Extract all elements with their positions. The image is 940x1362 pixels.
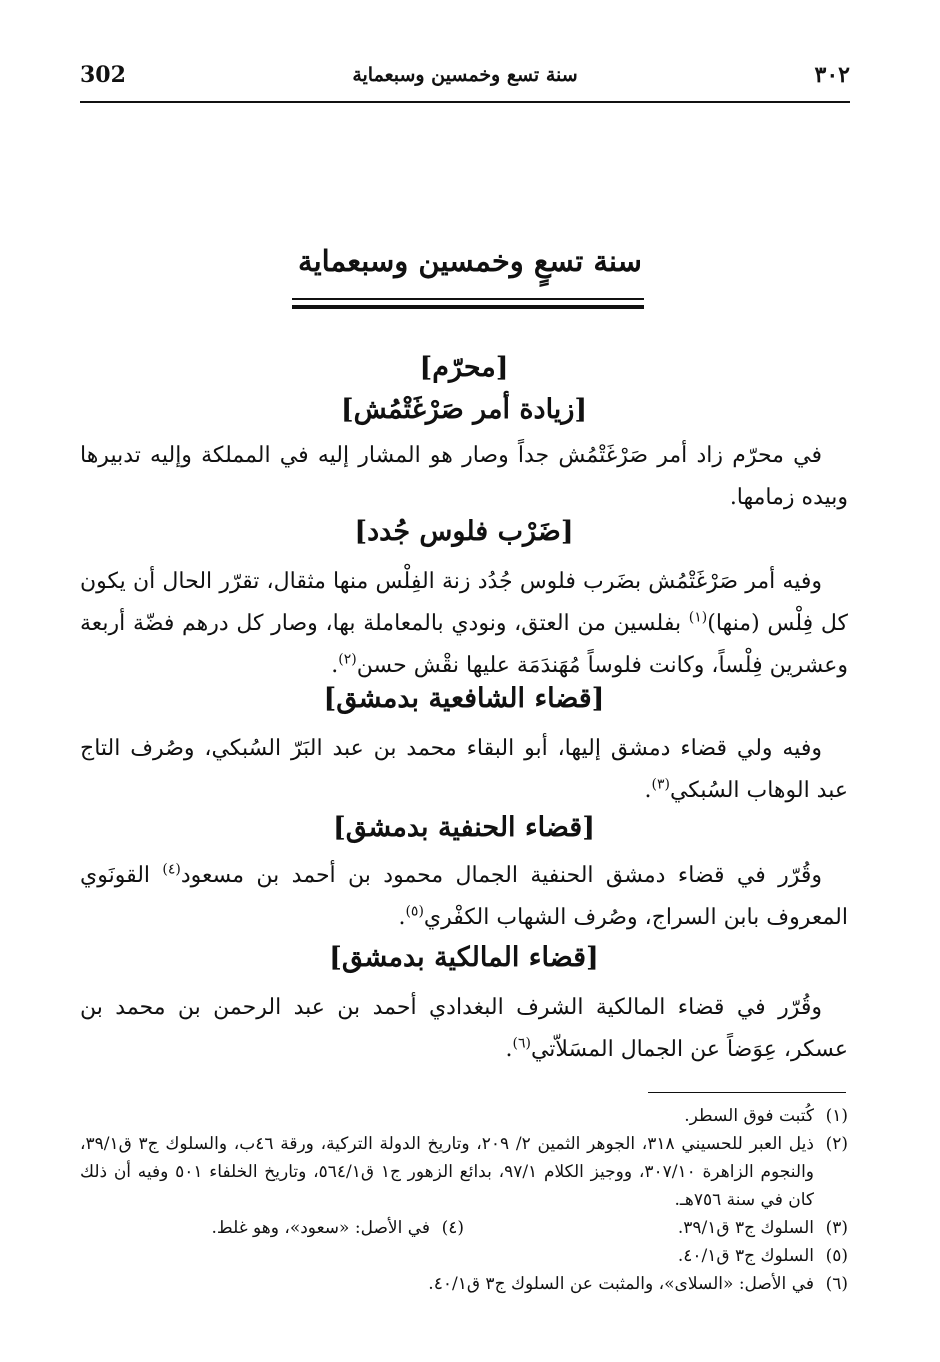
section-heading: [زيادة أمر صَرْغَتْمُش] <box>340 394 588 425</box>
section-coins <box>80 511 848 687</box>
page-number-arabic: ٣٠٢ <box>814 62 850 88</box>
footnote-3: (٣) السلوك ج٣ ق٣٩/١. <box>677 1218 848 1238</box>
section-heading: [قضاء الشافعية بدمشق] <box>323 683 605 714</box>
section-heading: [محرّم] <box>419 352 509 383</box>
footnote-ref: (٣) <box>651 776 670 793</box>
paragraph: وفيه أمر صَرْغَتْمُش بضَرب فلوس جُدُد زنة الفِلْس منها مثقال، تقرّر الحال أن يكون كل فِلْس (منها)$^{(١)}$ بفلسين من العتق، ونودي بالمعاملة بها، وصار كل درهم فضّة أربعة وعشرين فِلْساً، وكانت فلوساً مُهَندَمَة عليها نقْش حسن$^{(٢)}$. <box>80 569 849 678</box>
footnote-1: (١) كُتبت فوق السطر. <box>684 1106 848 1126</box>
paragraph: وفيه ولي قضاء دمشق إليها، أبو البقاء محمد بن عبد البَرّ السُبكي، وصُرف التاج عبد الوهاب السُبكي$^{(٣)}$. <box>80 736 848 803</box>
footnote-4: (٤) في الأصل: «سعود»، وهو غلط. <box>211 1218 464 1238</box>
paragraph: وقُرّر في قضاء دمشق الحنفية الجمال محمود بن أحمد بن مسعود$^{(٤)}$ القونَوي المعروف بابن السراج، وصُرف الشهاب الكفْري$^{(٥)}$. <box>80 861 848 930</box>
section-heading: [قضاء المالكية بدمشق] <box>329 942 599 973</box>
section-heading: [قضاء الحنفية بدمشق] <box>333 812 595 843</box>
footnote-separator <box>648 1092 846 1093</box>
footnote-ref: (٥) <box>405 903 424 920</box>
footnote-5: (٥) السلوك ج٣ ق٤٠/١. <box>677 1246 848 1266</box>
chapter-title: سنة تسعٍ وخمسين وسبعماية <box>298 244 642 278</box>
footnote-6: (٦) في الأصل: «السلاى»، والمثبت عن السلوك ج٣ ق٤٠/١. <box>428 1274 848 1294</box>
section-heading: [ضَرْب فلوس جُدد] <box>354 516 574 547</box>
header-rule <box>80 101 850 103</box>
paragraph: في محرّم زاد أمر صَرْغَتْمُش جداً وصار هو المشار إليه في المملكة وإليه تدبيرها وبيده زمامها. <box>80 443 848 510</box>
section-hanafi <box>80 807 848 939</box>
section-shafii <box>80 678 848 812</box>
footnote-ref: (١) <box>688 609 708 626</box>
footnote-2: (٢) ذيل العبر للحسيني ٣١٨، الجوهر الثمين ٢/ ٢٠٩، وتاريخ الدولة التركية، ورقة ٤٦ب، والسلوك ج٣ ق٣٩/١، والنجوم الزاهرة ٣٠٧/١٠، ووجيز الكلام ٩٧/١، بدائع الزهور ج١ ق٥٦٤/١، وتاريخ الخلفاء ٥٠١ وفيه أن ذلك كان في سنة ٧٥٦هـ. <box>80 1134 848 1210</box>
section-maliki <box>80 937 848 1071</box>
running-title: سنة تسع وخمسين وسبعماية <box>352 64 578 86</box>
footnotes <box>80 1102 848 1298</box>
section-muharram <box>80 347 848 519</box>
running-head <box>80 62 850 96</box>
paragraph: وقُرّر في قضاء المالكية الشرف البغدادي أحمد بن عبد الرحمن بن محمد بن عسكر، عِوَضاً عن الجمال المسَلاّتي$^{(٦)}$. <box>80 995 848 1062</box>
footnote-ref: (٤) <box>162 861 181 878</box>
footnote-ref: (٢) <box>338 651 357 668</box>
footnote-ref: (٦) <box>512 1035 531 1052</box>
page-number-latin: 302 <box>80 62 126 88</box>
chapter-rule-thin <box>292 298 644 300</box>
footnote-pair <box>80 1214 848 1242</box>
chapter-rule-thick <box>292 305 644 309</box>
